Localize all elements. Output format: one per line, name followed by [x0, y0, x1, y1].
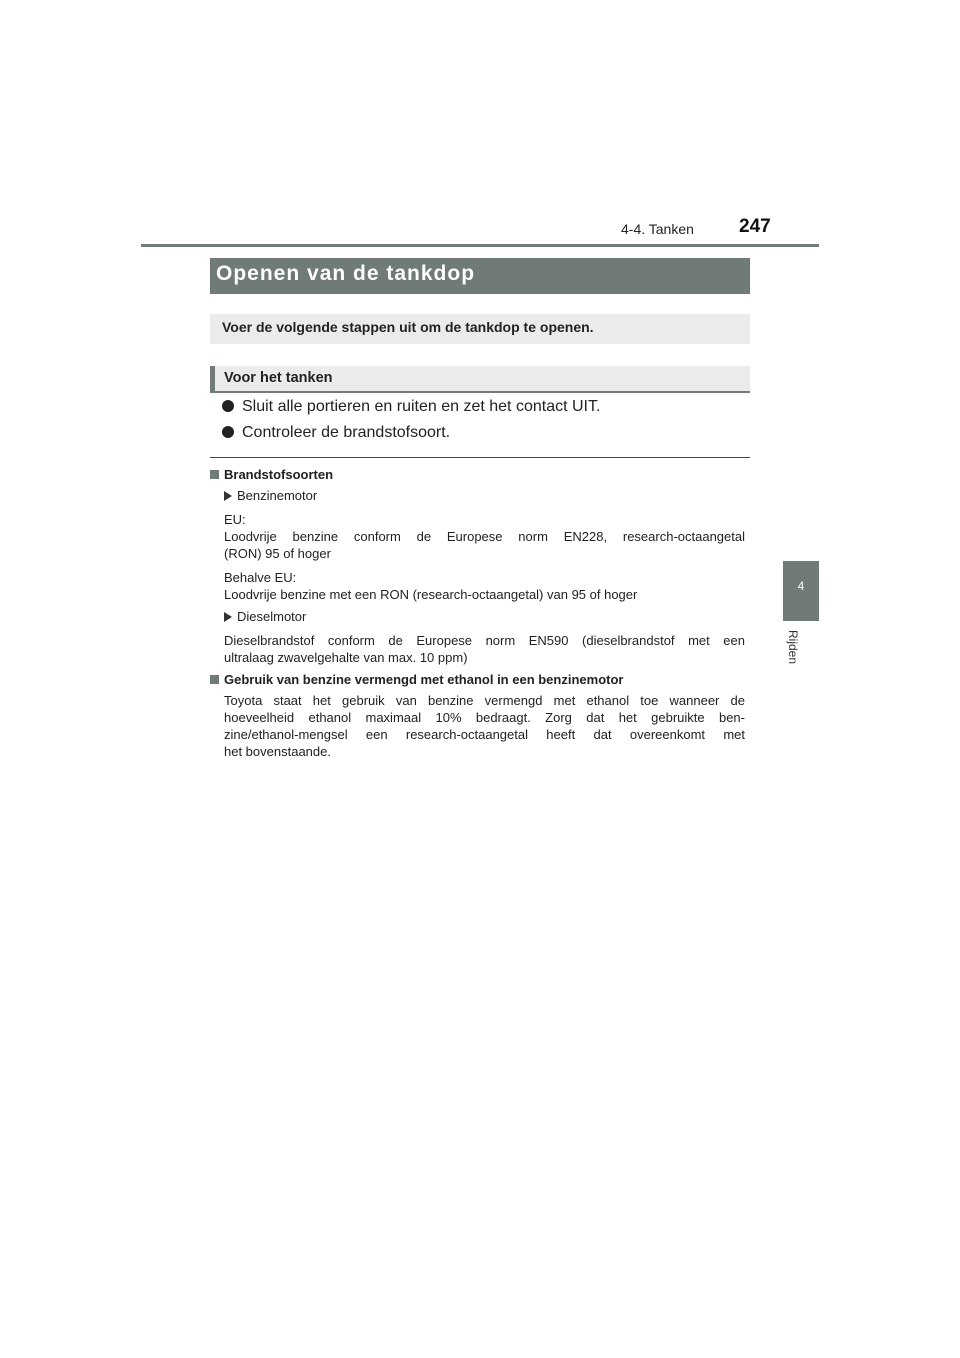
- intro-text: Voer de volgende stappen uit om de tankdop te openen.: [222, 319, 594, 335]
- section-title: 4-4. Tanken: [621, 221, 694, 237]
- sub-item-diesel: [224, 609, 306, 624]
- chapter-tab: 4: [783, 561, 819, 621]
- step-text: Sluit alle portieren en ruiten en zet het contact UIT.: [242, 398, 601, 415]
- step-item: [222, 424, 450, 442]
- page-title: Openen van de tankdop: [216, 262, 476, 285]
- intro-box: [210, 314, 750, 344]
- step-text: Controleer de brandstofsoort.: [242, 424, 451, 441]
- paragraph-line: ultralaag zwavelgehalte van max. 10 ppm): [224, 650, 468, 665]
- page-title-bar: [210, 258, 750, 294]
- square-bullet-icon: [210, 675, 219, 684]
- note-heading-fuel-types: [210, 467, 333, 482]
- page-number: 247: [739, 216, 771, 237]
- paragraph-non-eu: [224, 569, 745, 603]
- sub-item-petrol: [224, 488, 317, 503]
- paragraph-line: EU:: [224, 512, 246, 527]
- subheading-text: Voor het tanken: [224, 370, 333, 386]
- paragraph-diesel: [224, 632, 745, 666]
- paragraph-ethanol: [224, 692, 745, 760]
- paragraph-line: Dieselbrandstof conform de Europese norm EN590 (dieselbrandstof met een: [224, 633, 745, 648]
- paragraph-line: Behalve EU:: [224, 570, 297, 585]
- note-heading-text: Gebruik van benzine vermengd met ethanol in een benzinemotor: [224, 672, 624, 687]
- subheading-before-refuel: [210, 366, 750, 393]
- paragraph-eu: [224, 511, 745, 562]
- chapter-label: [784, 630, 824, 680]
- paragraph-line: Loodvrije benzine met een RON (research-octaangetal) van 95 of hoger: [224, 587, 638, 602]
- triangle-bullet-icon: [224, 491, 232, 501]
- subheading-accent-bar: [210, 366, 215, 391]
- sub-item-text: Dieselmotor: [237, 609, 307, 624]
- chapter-label-text: Rijden: [786, 630, 800, 665]
- square-bullet-icon: [210, 470, 219, 479]
- triangle-bullet-icon: [224, 612, 232, 622]
- section-divider: [210, 457, 750, 458]
- paragraph-line: het bovenstaande.: [224, 744, 331, 759]
- paragraph-line: Loodvrije benzine conform de Europese norm EN228, research-octaangetal: [224, 529, 745, 544]
- paragraph-line: zine/ethanol-mengsel een research-octaangetal heeft dat overeenkomt met: [224, 727, 745, 742]
- paragraph-line: hoeveelheid ethanol maximaal 10% bedraagt. Zorg dat het gebruikte ben-: [224, 710, 745, 725]
- paragraph-line: (RON) 95 of hoger: [224, 546, 331, 561]
- step-item: [222, 398, 600, 416]
- bullet-dot-icon: [222, 400, 234, 412]
- note-heading-text: Brandstofsoorten: [224, 467, 334, 482]
- note-heading-ethanol: [210, 672, 623, 687]
- header-rule: [141, 244, 819, 247]
- paragraph-line: Toyota staat het gebruik van benzine vermengd met ethanol toe wanneer de: [224, 693, 745, 708]
- sub-item-text: Benzinemotor: [237, 488, 318, 503]
- bullet-dot-icon: [222, 426, 234, 438]
